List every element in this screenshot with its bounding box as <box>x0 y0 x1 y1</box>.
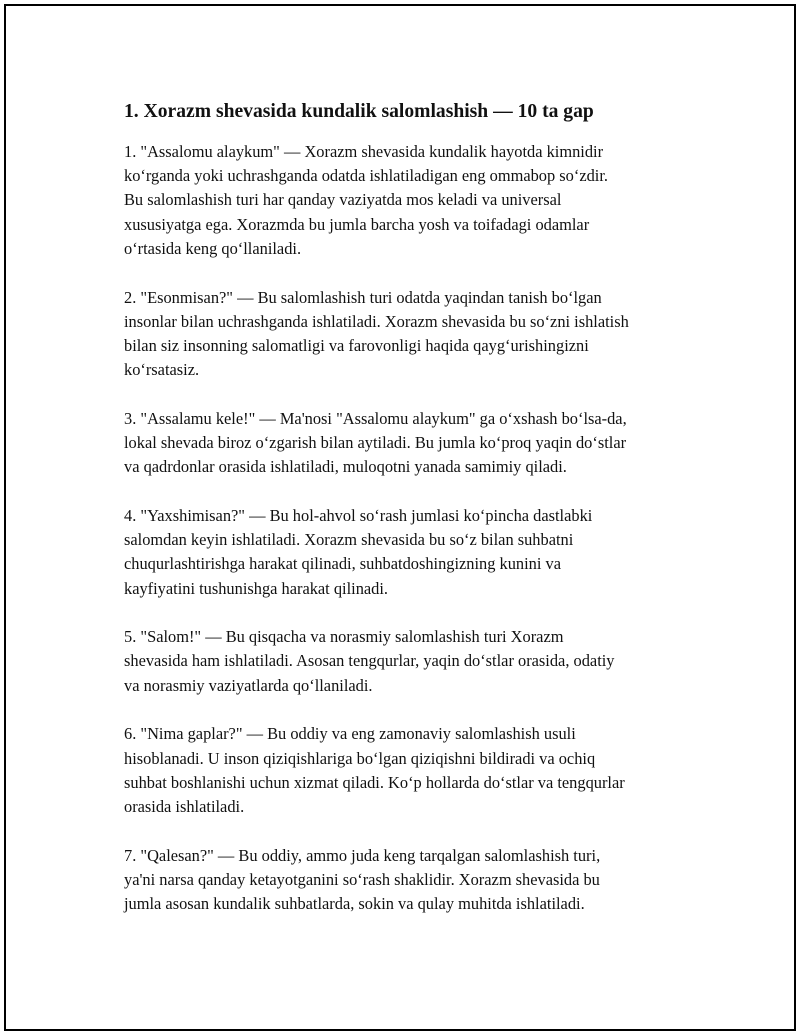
paragraph-line: jumla asosan kundalik suhbatlarda, sokin va qulay muhitda ishlatiladi. <box>124 894 585 914</box>
paragraph-line: 5. "Salom!" — Bu qisqacha va norasmiy salomlashish turi Xorazm <box>124 627 564 647</box>
paragraph-line: 4. "Yaxshimisan?" — Bu hol-ahvol so‘rash jumlasi ko‘pincha dastlabki <box>124 505 593 525</box>
paragraph-line: suhbat boshlanishi uchun xizmat qiladi. Ko‘p hollarda do‘stlar va tengqurlar <box>124 772 625 792</box>
paragraph-line: hisoblanadi. U inson qiziqishlariga bo‘lgan qiziqishni bildiradi va ochiq <box>124 748 596 768</box>
paragraph-line: salomdan keyin ishlatiladi. Xorazm shevasida bu so‘z bilan suhbatni <box>124 530 574 550</box>
paragraph-line: ko‘rsatasiz. <box>124 360 200 380</box>
paragraph-line: bilan siz insonning salomatligi va farovonligi haqida qayg‘urishingizni <box>124 335 589 355</box>
paragraph-line: va norasmiy vaziyatlarda qo‘llaniladi. <box>124 675 373 695</box>
paragraph-1 <box>124 140 695 261</box>
paragraph-6 <box>124 722 695 819</box>
paragraph-line: shevasida ham ishlatiladi. Asosan tengqurlar, yaqin do‘stlar orasida, odatiy <box>124 651 615 671</box>
paragraph-line: kayfiyatini tushunishga harakat qilinadi. <box>124 578 389 598</box>
paragraph-line: insonlar bilan uchrashganda ishlatiladi. Xorazm shevasida bu so‘zni ishlatish <box>124 311 629 331</box>
paragraph-line: o‘rtasida keng qo‘llaniladi. <box>124 238 302 258</box>
paragraph-line: 6. "Nima gaplar?" — Bu oddiy va eng zamonaviy salomlashish usuli <box>124 724 576 744</box>
document-body <box>120 98 695 941</box>
paragraph-line: ya'ni narsa qanday ketayotganini so‘rash shaklidir. Xorazm shevasida bu <box>124 869 600 889</box>
paragraph-line: orasida ishlatiladi. <box>124 796 245 816</box>
paragraph-2 <box>124 286 695 383</box>
paragraph-4 <box>124 504 695 601</box>
paragraph-line: 1. "Assalomu alaykum" — Xorazm shevasida kundalik hayotda kimnidir <box>124 142 604 161</box>
paragraph-5 <box>124 625 695 698</box>
paragraph-3 <box>124 407 695 480</box>
page-frame <box>4 4 796 1031</box>
paragraph-line: 7. "Qalesan?" — Bu oddiy, ammo juda keng tarqalgan salomlashish turi, <box>124 845 601 865</box>
paragraph-line: va qadrdonlar orasida ishlatiladi, muloqotni yanada samimiy qiladi. <box>124 457 567 477</box>
paragraph-7 <box>124 844 695 917</box>
paragraph-line: ko‘rganda yoki uchrashganda odatda ishlatiladigan eng ommabop so‘zdir. <box>124 166 609 186</box>
paragraph-line: lokal shevada biroz o‘zgarish bilan aytiladi. Bu jumla ko‘proq yaqin do‘stlar <box>124 433 627 453</box>
paragraph-line: 2. "Esonmisan?" — Bu salomlashish turi odatda yaqindan tanish bo‘lgan <box>124 287 602 307</box>
paragraph-line: chuqurlashtirishga harakat qilinadi, suhbatdoshingizning kunini va <box>124 554 562 574</box>
paragraph-line: xususiyatga ega. Xorazmda bu jumla barcha yosh va toifadagi odamlar <box>124 214 590 234</box>
paragraph-line: Bu salomlashish turi har qanday vaziyatda mos keladi va universal <box>124 190 562 210</box>
document-title: 1. Xorazm shevasida kundalik salomlashish — 10 ta gap <box>124 101 594 122</box>
paragraph-line: 3. "Assalamu kele!" — Ma'nosi "Assalomu alaykum" ga o‘xshash bo‘lsa-da, <box>124 408 627 428</box>
